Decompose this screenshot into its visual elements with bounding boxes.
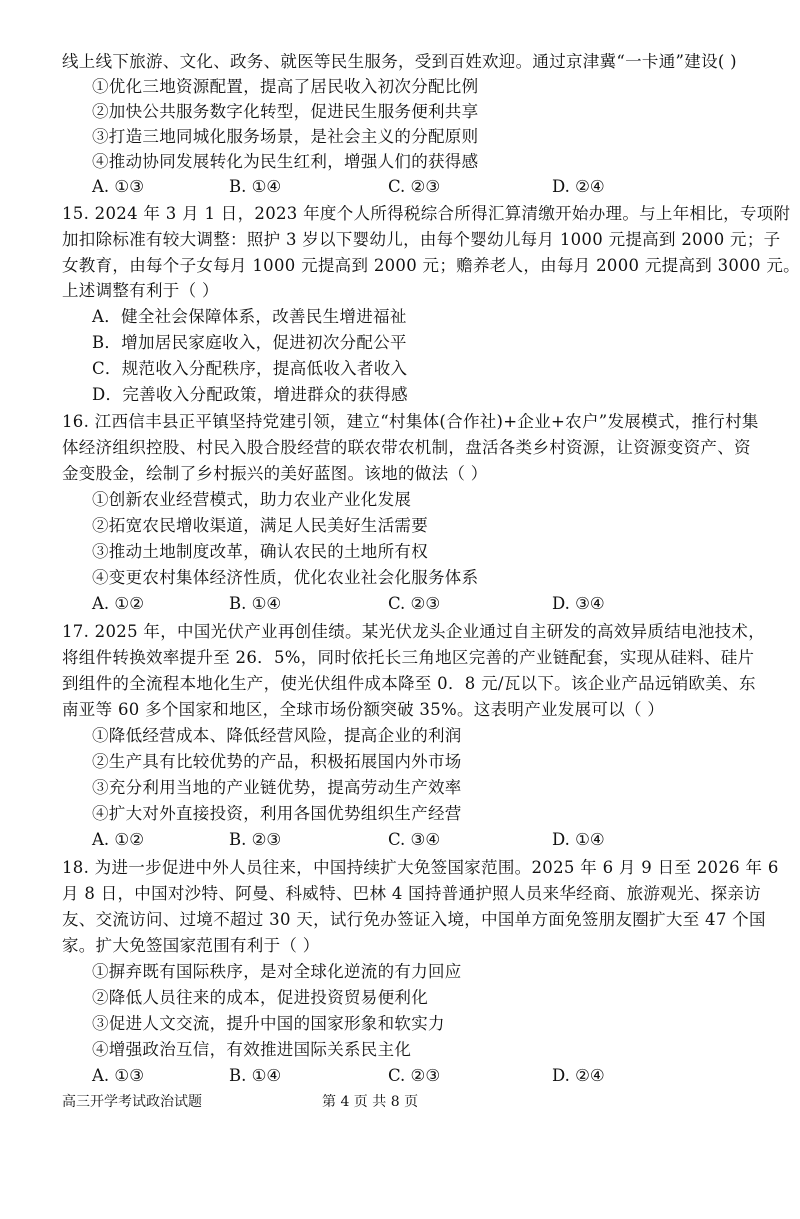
- q17-item-4: ④扩大对外直接投资，利用各国优势组织生产经营: [92, 804, 462, 823]
- q17-choice-a[interactable]: A. ①②: [92, 830, 144, 849]
- q18-choice-a[interactable]: A. ①③: [92, 1066, 144, 1085]
- q17-choice-d[interactable]: D. ①④: [552, 830, 605, 849]
- q17-choice-b[interactable]: B. ②③: [229, 830, 282, 849]
- q17-item-3: ③充分利用当地的产业链优势，提高劳动生产效率: [92, 778, 462, 797]
- q14-choice-d[interactable]: D. ②④: [552, 177, 605, 196]
- q17-item-1: ①降低经营成本、降低经营风险，提高企业的利润: [92, 726, 462, 745]
- q16-item-2: ②拓宽农民增收渠道，满足人民美好生活需要: [92, 516, 428, 535]
- q17-stem-line-4: 南亚等 60 多个国家和地区，全球市场份额突破 35%。这表明产业发展可以（ ）: [62, 700, 665, 719]
- q18-choice-c[interactable]: C. ②③: [388, 1066, 441, 1085]
- q14-item-3: ③打造三地同城化服务场景，是社会主义的分配原则: [92, 127, 479, 146]
- q16-item-3: ③推动土地制度改革，确认农民的土地所有权: [92, 542, 428, 561]
- q18-item-2: ②降低人员往来的成本，促进投资贸易便利化: [92, 988, 428, 1007]
- q14-item-2: ②加快公共服务数字化转型，促进民生服务便利共享: [92, 102, 479, 121]
- q15-stem-line-1: 15. 2024 年 3 月 1 日，2023 年度个人所得税综合所得汇算清缴开始办理。与上年相比，专项附: [62, 204, 791, 223]
- q18-stem-line-3: 友、交流访问、过境不超过 30 天，试行免办签证入境，中国单方面免签朋友圈扩大至 47 个国: [62, 910, 766, 929]
- q16-stem-line-1: 16. 江西信丰县正平镇坚持党建引领，建立“村集体(合作社)+企业+农户”发展模式，推行村集: [62, 412, 759, 431]
- q15-stem-line-2: 加扣除标准有较大调整：照护 3 岁以下婴幼儿，由每个婴幼儿每月 1000 元提高到 2000 元；子: [62, 230, 781, 249]
- q18-stem-line-2: 月 8 日，中国对沙特、阿曼、科威特、巴林 4 国持普通护照人员来华经商、旅游观光、探亲访: [62, 884, 761, 903]
- q16-choice-d[interactable]: D. ③④: [552, 594, 605, 613]
- q17-item-2: ②生产具有比较优势的产品，积极拓展国内外市场: [92, 752, 462, 771]
- q18-item-4: ④增强政治互信，有效推进国际关系民主化: [92, 1040, 412, 1059]
- q15-option-a[interactable]: A．健全社会保障体系，改善民生增进福祉: [92, 307, 407, 326]
- q17-stem-line-3: 到组件的全流程本地化生产，使光伏组件成本降至 0．8 元/瓦以下。该企业产品远销欧美、东: [62, 674, 756, 693]
- q17-choice-c[interactable]: C. ③④: [388, 830, 441, 849]
- q16-stem-line-3: 金变股金，绘制了乡村振兴的美好蓝图。该地的做法（ ）: [62, 464, 488, 483]
- q18-stem-line-1: 18. 为进一步促进中外人员往来，中国持续扩大免签国家范围。2025 年 6 月 9 日至 2026 年 6: [62, 858, 779, 877]
- q16-stem-line-2: 体经济组织控股、村民入股合股经营的联农带农机制，盘活各类乡村资源，让资源变资产、资: [62, 438, 751, 457]
- q14-choice-a[interactable]: A. ①③: [92, 177, 144, 196]
- q14-choice-b[interactable]: B. ①④: [229, 177, 282, 196]
- q15-option-d[interactable]: D．完善收入分配政策，增进群众的获得感: [92, 385, 408, 404]
- footer-exam-title: 高三开学考试政治试题: [62, 1094, 202, 1110]
- q16-item-1: ①创新农业经营模式，助力农业产业化发展: [92, 490, 412, 509]
- q15-stem-line-4: 上述调整有利于（ ）: [62, 281, 219, 300]
- q14-stem: 线上线下旅游、文化、政务、就医等民生服务，受到百姓欢迎。通过京津冀“一卡通”建设( ): [62, 52, 737, 71]
- q18-choice-d[interactable]: D. ②④: [552, 1066, 605, 1085]
- q15-option-b[interactable]: B．增加居民家庭收入，促进初次分配公平: [92, 333, 407, 352]
- q16-choice-b[interactable]: B. ①④: [229, 594, 282, 613]
- q15-option-c[interactable]: C．规范收入分配秩序，提高低收入者收入: [92, 359, 408, 378]
- q17-stem-line-1: 17. 2025 年，中国光伏产业再创佳绩。某光伏龙头企业通过自主研发的高效异质结电池技术，: [62, 622, 766, 641]
- q14-item-1: ①优化三地资源配置，提高了居民收入初次分配比例: [92, 77, 479, 96]
- q16-choice-a[interactable]: A. ①②: [92, 594, 144, 613]
- q16-item-4: ④变更农村集体经济性质，优化农业社会化服务体系: [92, 568, 479, 587]
- q18-stem-line-4: 家。扩大免签国家范围有利于（ ）: [62, 936, 320, 955]
- q18-item-1: ①摒弃既有国际秩序，是对全球化逆流的有力回应: [92, 962, 462, 981]
- q18-item-3: ③促进人文交流，提升中国的国家形象和软实力: [92, 1014, 445, 1033]
- q15-stem-line-3: 女教育，由每个子女每月 1000 元提高到 2000 元；赡养老人，由每月 2000 元提高到 3000 元。: [62, 256, 800, 275]
- q18-choice-b[interactable]: B. ①④: [229, 1066, 282, 1085]
- q16-choice-c[interactable]: C. ②③: [388, 594, 441, 613]
- footer-page-number: 第 4 页 共 8 页: [322, 1094, 419, 1110]
- q14-item-4: ④推动协同发展转化为民生红利，增强人们的获得感: [92, 152, 479, 171]
- q17-stem-line-2: 将组件转换效率提升至 26．5%，同时依托长三角地区完善的产业链配套，实现从硅料、硅片: [62, 648, 755, 667]
- q14-choice-c[interactable]: C. ②③: [388, 177, 441, 196]
